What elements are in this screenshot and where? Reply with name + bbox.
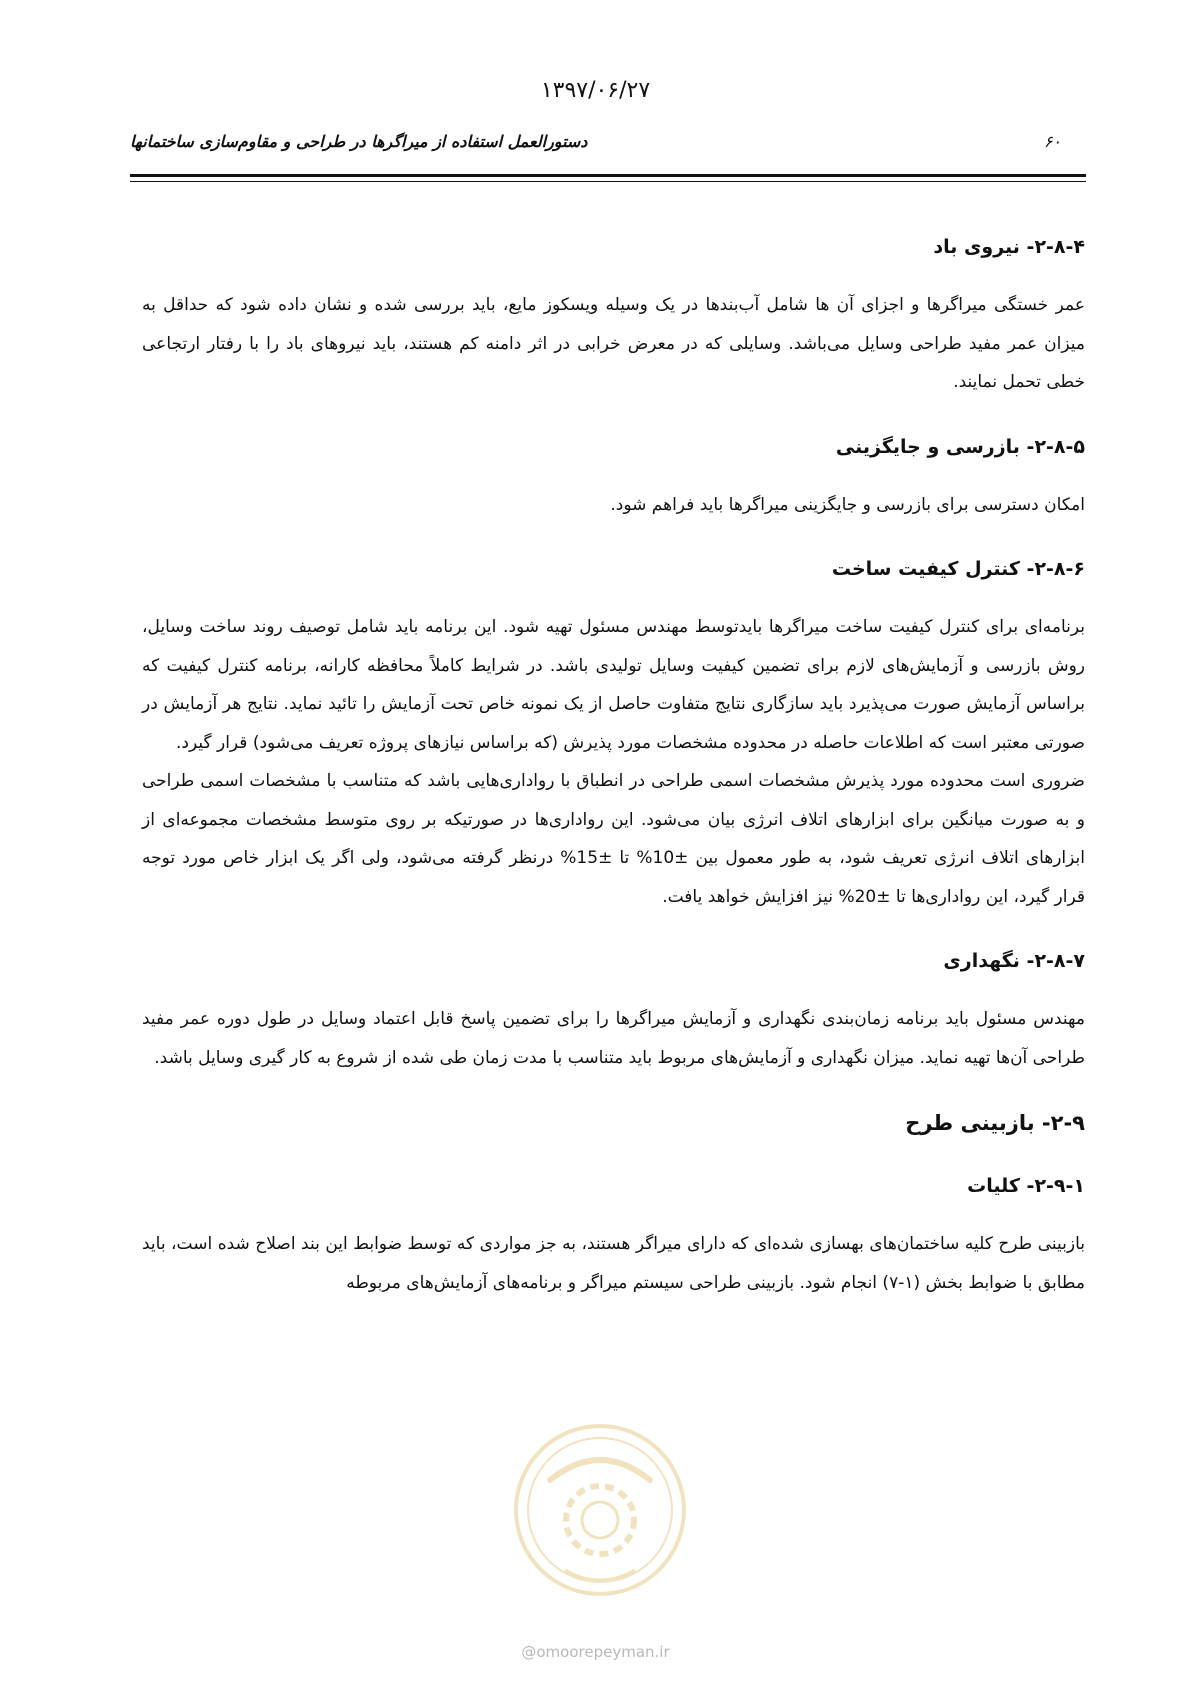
publisher-seal-watermark [510, 1420, 690, 1600]
paragraph-2-8-5: امکان دسترسی برای بازرسی و جایگزینی میراگرها باید فراهم شود. [610, 494, 1085, 515]
running-header [130, 132, 1061, 162]
paragraph-2-8-6-b: ضروری است محدوده مورد پذیرش مشخصات اسمی طراحی در انطباق با رواداری‌هایی باشد که متناسب با مشخصات اسمی طراحی و به صورت میانگین برای ابزارهای اتلاف انرژی بیان می‌شود. این رواداری‌ها در صورتیکه بر روی متوسط مشخصات مجموعه‌ای از ابزارهای اتلاف انرژی تعریف شود، به طور معمول بین ±10% تا ±15% درنظر گرفته می‌شود، ولی اگر یک ابزار خاص مورد توجه قرار گیرد، این رواداری‌ها تا ±20% نیز افزایش خواهد یافت. [142, 771, 1085, 907]
heading-2-8-5: ۲-۸-۵- بازرسی و جایگزینی [835, 435, 1085, 458]
heading-2-8-4: ۲-۸-۴- نیروی باد [933, 236, 1085, 258]
header-rule-thick [130, 174, 1086, 177]
heading-2-8-6: ۲-۸-۶- کنترل کیفیت ساخت [831, 558, 1085, 580]
header-title: دستورالعمل استفاده از میراگرها در طراحی و مقاوم‌سازی ساختمانها [130, 132, 588, 151]
date-stamp: ۱۳۹۷/۰۶/۲۷ [540, 78, 651, 103]
site-watermark: @omoorepeyman.ir [521, 1643, 670, 1661]
heading-2-9-1: ۲-۹-۱- کلیات [967, 1175, 1085, 1197]
page-number: ۶۰ [1043, 132, 1061, 151]
paragraph-2-8-7: مهندس مسئول باید برنامه زمان‌بندی نگهداری و آزمایش میراگرها را برای تضمین پاسخ قابل اعتماد وسایل در طول دوره عمر مفید طراحی آن‌ها تهیه نماید. میزان نگهداری و آزمایش‌های مربوط باید متناسب با مدت زمان طی شده از شروع به کار گیری وسایل باشد. [142, 1009, 1085, 1068]
page-body [142, 230, 1085, 1302]
paragraph-2-8-4: عمر خستگی میراگرها و اجزای آن ها شامل آب‌بندها در یک وسیله ویسکوز مایع، باید بررسی شده و نشان داده شود که حداقل به میزان عمر مفید طراحی وسایل می‌باشد. وسایلی که در معرض خرابی در اثر دامنه کم هستند، باید نیروهای باد را با رفتار ارتجاعی خطی تحمل نمایند. [142, 295, 1085, 392]
paragraph-2-8-6-a: برنامه‌ای برای کنترل کیفیت ساخت میراگرها بایدتوسط مهندس مسئول تهیه شود. این برنامه باید شامل توصیف روند ساخت وسایل، روش بازرسی و آزمایش‌های لازم برای تضمین کیفیت وسایل تولیدی باشد. در شرایط کاملاً محافظه کارانه، برنامه کنترل کیفیت که براساس آزمایش صورت می‌پذیرد باید سازگاری نتایج متفاوت حاصل از یک نمونه خاص تحت آزمایش را تائید نماید. نتایج هر آزمایش در صورتی معتبر است که اطلاعات حاصله در محدوده مشخصات مورد پذیرش (که براساس نیازهای پروژه تعریف می‌شود) قرار گیرد. [142, 617, 1085, 753]
header-rule-thin [130, 181, 1086, 182]
heading-2-8-7: ۲-۸-۷- نگهداری [943, 950, 1085, 972]
heading-2-9: ۲-۹- بازبینی طرح [905, 1111, 1085, 1135]
paragraph-2-9-1: بازبینی طرح کلیه ساختمان‌های بهسازی شده‌ای که دارای میراگر هستند، به جز مواردی که توسط ضوابط این بند اصلاح شده است، باید مطابق با ضوابط بخش (۱-۷) انجام شود. بازبینی طراحی سیستم میراگر و برنامه‌های آزمایش‌های مربوطه [142, 1234, 1085, 1293]
